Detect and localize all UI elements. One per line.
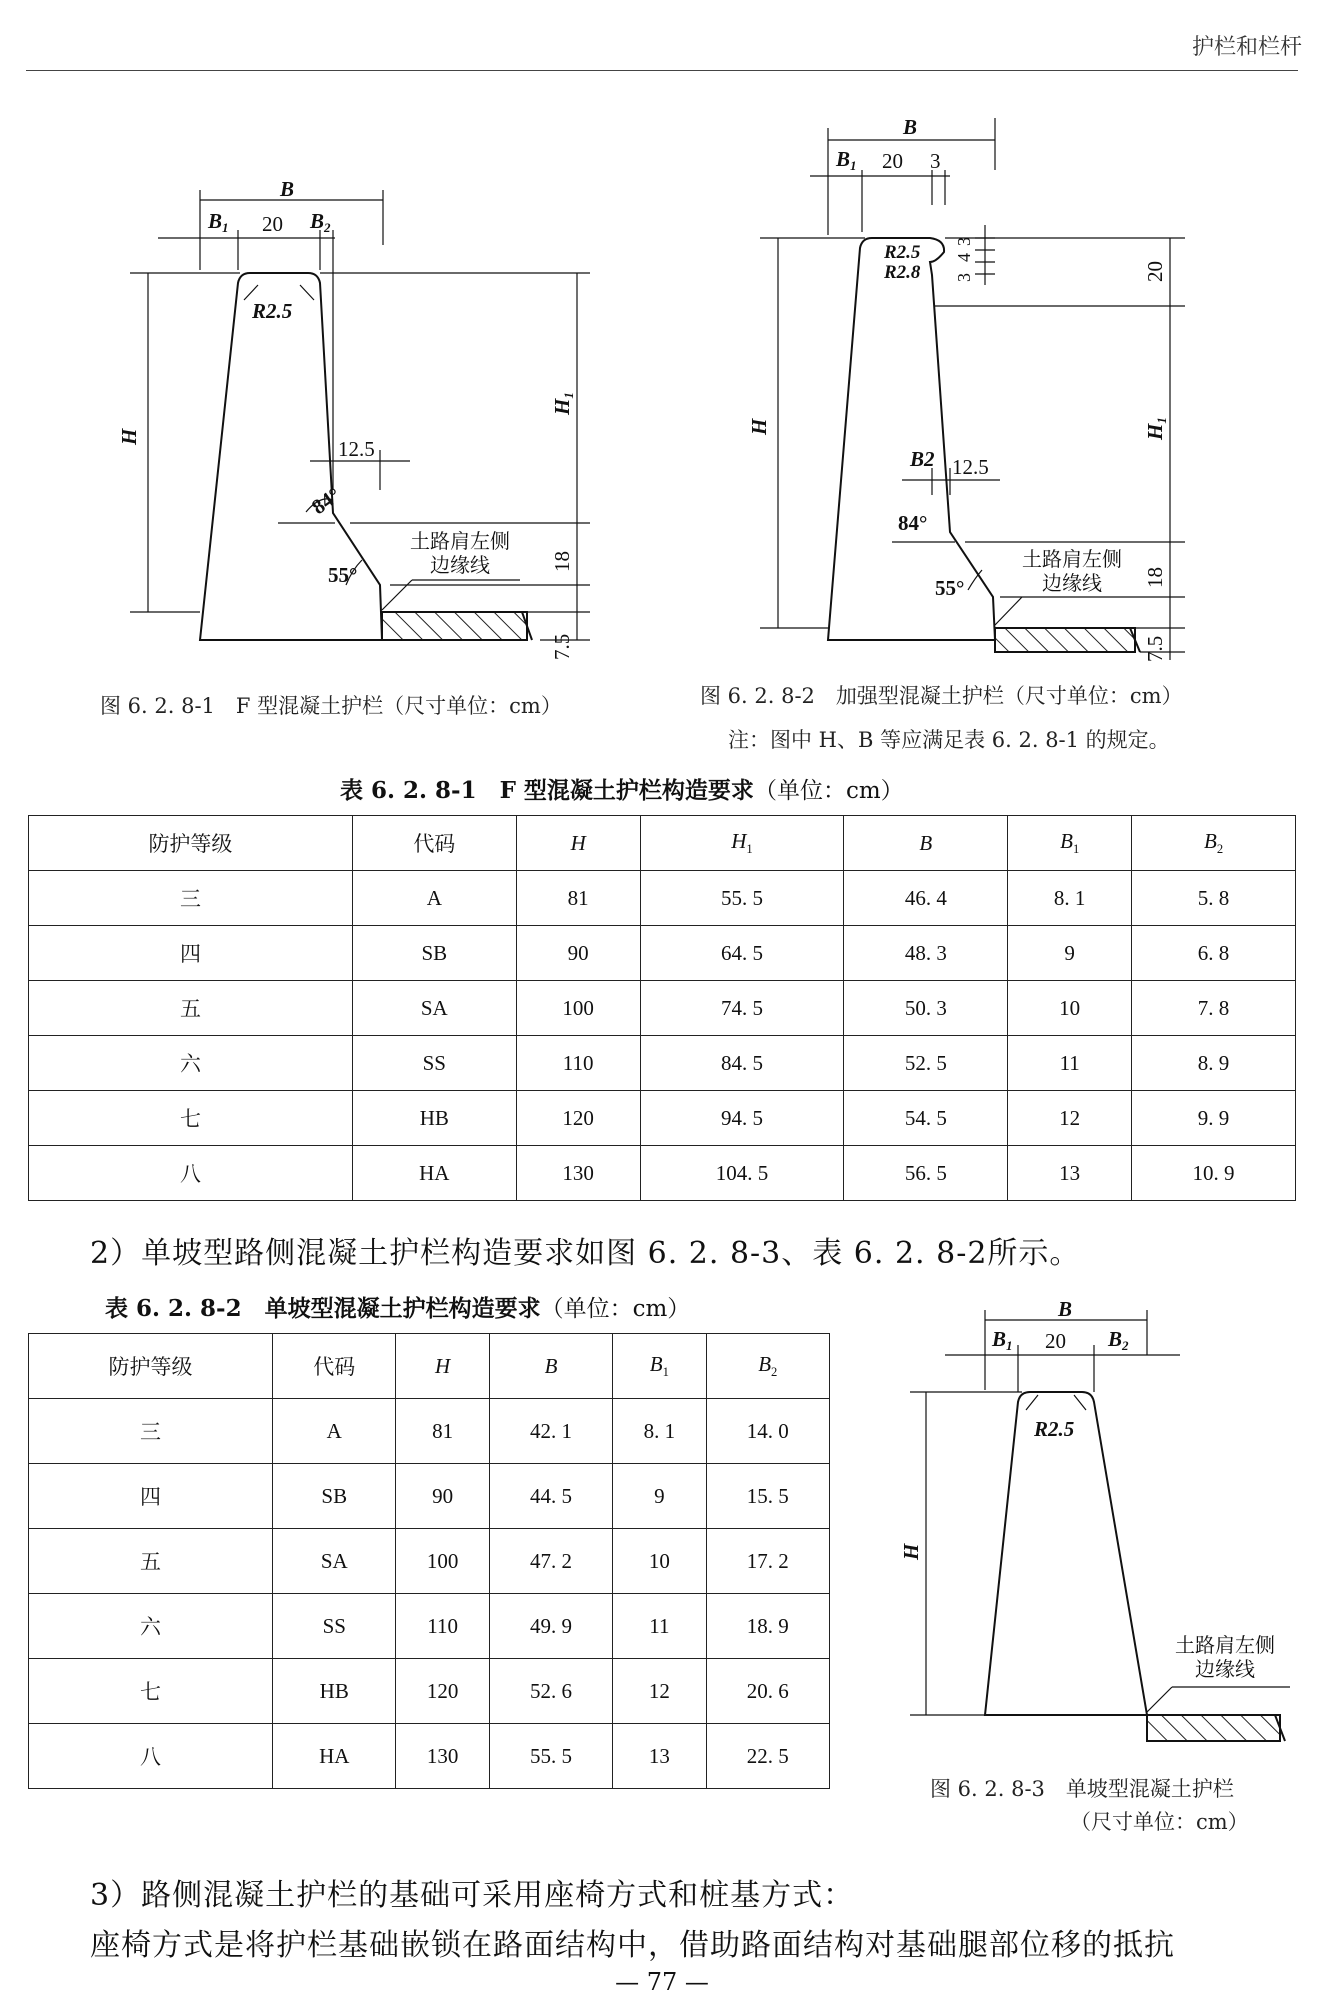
dim-top-height: 20 [1143,261,1167,282]
table-cell: A [352,871,516,926]
table-cell: 48. 3 [844,926,1008,981]
paragraph-seat-method: 座椅方式是将护栏基础嵌锁在路面结构中，借助路面结构对基础腿部位移的抵抗 [90,1928,1175,1963]
dim-b1-label: B1 [208,209,229,235]
table-cell: 130 [516,1146,640,1201]
figure3-caption-line2: （尺寸单位：cm） [1070,1810,1249,1834]
table-cell: 74. 5 [640,981,844,1036]
table-cell: 四 [29,926,353,981]
table-cell: 17. 2 [706,1529,830,1594]
table-cell: 120 [396,1659,489,1724]
table-cell: 47. 2 [489,1529,612,1594]
header-cell: $B_1$ [1008,816,1132,871]
dim-b1-label: B1 [836,147,857,173]
dim-top-width: 20 [882,149,903,173]
table-cell: 44. 5 [489,1464,612,1529]
header-cell: $H_1$ [640,816,844,871]
table-cell: 六 [29,1594,273,1659]
table-cell: 52. 6 [489,1659,612,1724]
header-cell: B [489,1334,612,1399]
table-cell: 42. 1 [489,1399,612,1464]
table-cell: 12 [613,1659,706,1724]
radius-label: R2.5 [1034,1417,1075,1441]
dim-b2-label: B2 [310,209,331,235]
header-cell: 代码 [273,1334,396,1399]
radius-label: R2.5 [252,299,293,323]
dim-lower-height: 18 [550,551,574,572]
dim-h1-label: H1 [1143,417,1169,440]
table-cell: 56. 5 [844,1146,1008,1201]
table-cell: 55. 5 [489,1724,612,1789]
table-cell: 10 [1008,981,1132,1036]
figure2-caption: 图 6. 2. 8-2 加强型混凝土护栏（尺寸单位：cm） [700,684,1183,708]
dim-3-a: 3 [954,237,974,246]
table-cell: 110 [396,1594,489,1659]
header-cell: $B_1$ [613,1334,706,1399]
figure1-caption: 图 6. 2. 8-1 F 型混凝土护栏（尺寸单位：cm） [100,694,562,718]
table-cell: 13 [613,1724,706,1789]
table-cell: SA [273,1529,396,1594]
angle-lower: 55° [935,576,965,600]
header-cell: 防护等级 [29,816,353,871]
table-cell: 8. 1 [613,1399,706,1464]
table-cell: 22. 5 [706,1724,830,1789]
table-cell: 130 [396,1724,489,1789]
edge-line-label-1: 土路肩左侧 [1022,549,1122,571]
table-cell: 11 [613,1594,706,1659]
header-cell: $B_2$ [706,1334,830,1399]
dim-b-label: B [903,115,918,139]
table-cell: HB [352,1091,516,1146]
table-cell: 7. 8 [1132,981,1296,1036]
edge-line-label-1: 土路肩左侧 [1175,1635,1275,1657]
edge-line-label-2: 边缘线 [430,555,490,577]
dim-4: 4 [954,253,974,262]
table2-title: 表 6. 2. 8-2 单坡型混凝土护栏构造要求（单位：cm） [105,1295,691,1322]
header-cell: H [396,1334,489,1399]
table-cell: 52. 5 [844,1036,1008,1091]
table-cell: 54. 5 [844,1091,1008,1146]
running-header: 护栏和栏杆 [1191,35,1302,60]
table-cell: 100 [396,1529,489,1594]
table-cell: 110 [516,1036,640,1091]
table-cell: 20. 6 [706,1659,830,1724]
table-cell: 120 [516,1091,640,1146]
table-cell: HB [273,1659,396,1724]
dim-lower-height: 18 [1143,567,1167,588]
table-cell: 84. 5 [640,1036,844,1091]
table-cell: 49. 9 [489,1594,612,1659]
table-cell: 94. 5 [640,1091,844,1146]
dim-h-label: H [899,1543,923,1560]
table-cell: 9. 9 [1132,1091,1296,1146]
radius2-label: R2.8 [884,262,921,283]
edge-line-label-2: 边缘线 [1195,1659,1255,1681]
paragraph-foundation: 3）路侧混凝土护栏的基础可采用座椅方式和桩基方式： [90,1878,855,1913]
table-cell: 五 [29,1529,273,1594]
dim-base-height: 7.5 [550,633,574,660]
table-cell: 9 [613,1464,706,1529]
edge-line-label-1: 土路肩左侧 [410,531,510,553]
table-cell: SB [352,926,516,981]
angle-upper: 84° [307,482,345,520]
dim-h1-label: H1 [550,392,576,415]
edge-line-label-2: 边缘线 [1042,573,1102,595]
table-cell: 55. 5 [640,871,844,926]
dim-3-b: 3 [954,273,974,282]
dim-h-label: H [747,418,771,435]
table-cell: 八 [29,1724,273,1789]
dim-b2-label: B2 [1108,1327,1129,1353]
table-cell: 50. 3 [844,981,1008,1036]
table-cell: 100 [516,981,640,1036]
dim-b-label: B [280,177,295,201]
table-cell: 14. 0 [706,1399,830,1464]
table-cell: 15. 5 [706,1464,830,1529]
figure2-note: 注：图中 H、B 等应满足表 6. 2. 8-1 的规定。 [728,728,1170,752]
table-cell: SS [273,1594,396,1659]
dim-h-label: H [117,428,141,445]
table-cell: 90 [516,926,640,981]
table-cell: 18. 9 [706,1594,830,1659]
table-cell: 七 [29,1659,273,1724]
dim-lip-width: 3 [930,149,941,173]
dim-top-width: 20 [1045,1329,1066,1353]
table-cell: SS [352,1036,516,1091]
radius1-label: R2.5 [884,242,921,263]
table-cell: 11 [1008,1036,1132,1091]
table-cell: 七 [29,1091,353,1146]
table-cell: 9 [1008,926,1132,981]
table-cell: 八 [29,1146,353,1201]
table-cell: 46. 4 [844,871,1008,926]
angle-lower: 55° [328,563,358,587]
figure3-caption-line1: 图 6. 2. 8-3 单坡型混凝土护栏 [930,1777,1234,1801]
table-cell: 六 [29,1036,353,1091]
table-cell: 三 [29,1399,273,1464]
table-cell: 三 [29,871,353,926]
table-cell: 64. 5 [640,926,844,981]
table-cell: 90 [396,1464,489,1529]
table1-title: 表 6. 2. 8-1 F 型混凝土护栏构造要求（单位：cm） [340,777,904,804]
table-cell: 6. 8 [1132,926,1296,981]
table-cell: 五 [29,981,353,1036]
table-cell: SA [352,981,516,1036]
dim-b1-label: B1 [992,1327,1013,1353]
table-cell: 13 [1008,1146,1132,1201]
dim-b2-label: B2 [910,447,935,471]
paragraph-single-slope: 2）单坡型路侧混凝土护栏构造要求如图 6. 2. 8-3、表 6. 2. 8-2所示。 [90,1236,1081,1271]
dim-step: 12.5 [952,455,989,479]
table-cell: 四 [29,1464,273,1529]
table-cell: HA [352,1146,516,1201]
table-cell: 8. 1 [1008,871,1132,926]
dim-base-height: 7.5 [1143,635,1167,662]
table-cell: 81 [516,871,640,926]
header-cell: $B_2$ [1132,816,1296,871]
table-cell: 104. 5 [640,1146,844,1201]
table-cell: 5. 8 [1132,871,1296,926]
table-cell: 10. 9 [1132,1146,1296,1201]
header-cell: B [844,816,1008,871]
angle-upper: 84° [898,511,928,535]
header-cell: H [516,816,640,871]
table-cell: HA [273,1724,396,1789]
table-cell: 12 [1008,1091,1132,1146]
header-cell: 防护等级 [29,1334,273,1399]
dim-top-width: 20 [262,212,283,236]
table-cell: SB [273,1464,396,1529]
table-cell: 10 [613,1529,706,1594]
dim-b-label: B [1058,1297,1073,1321]
page-number: — 77 — [615,1968,709,1996]
header-cell: 代码 [352,816,516,871]
table-cell: 81 [396,1399,489,1464]
dim-step: 12.5 [338,437,375,461]
table-cell: A [273,1399,396,1464]
table-cell: 8. 9 [1132,1036,1296,1091]
